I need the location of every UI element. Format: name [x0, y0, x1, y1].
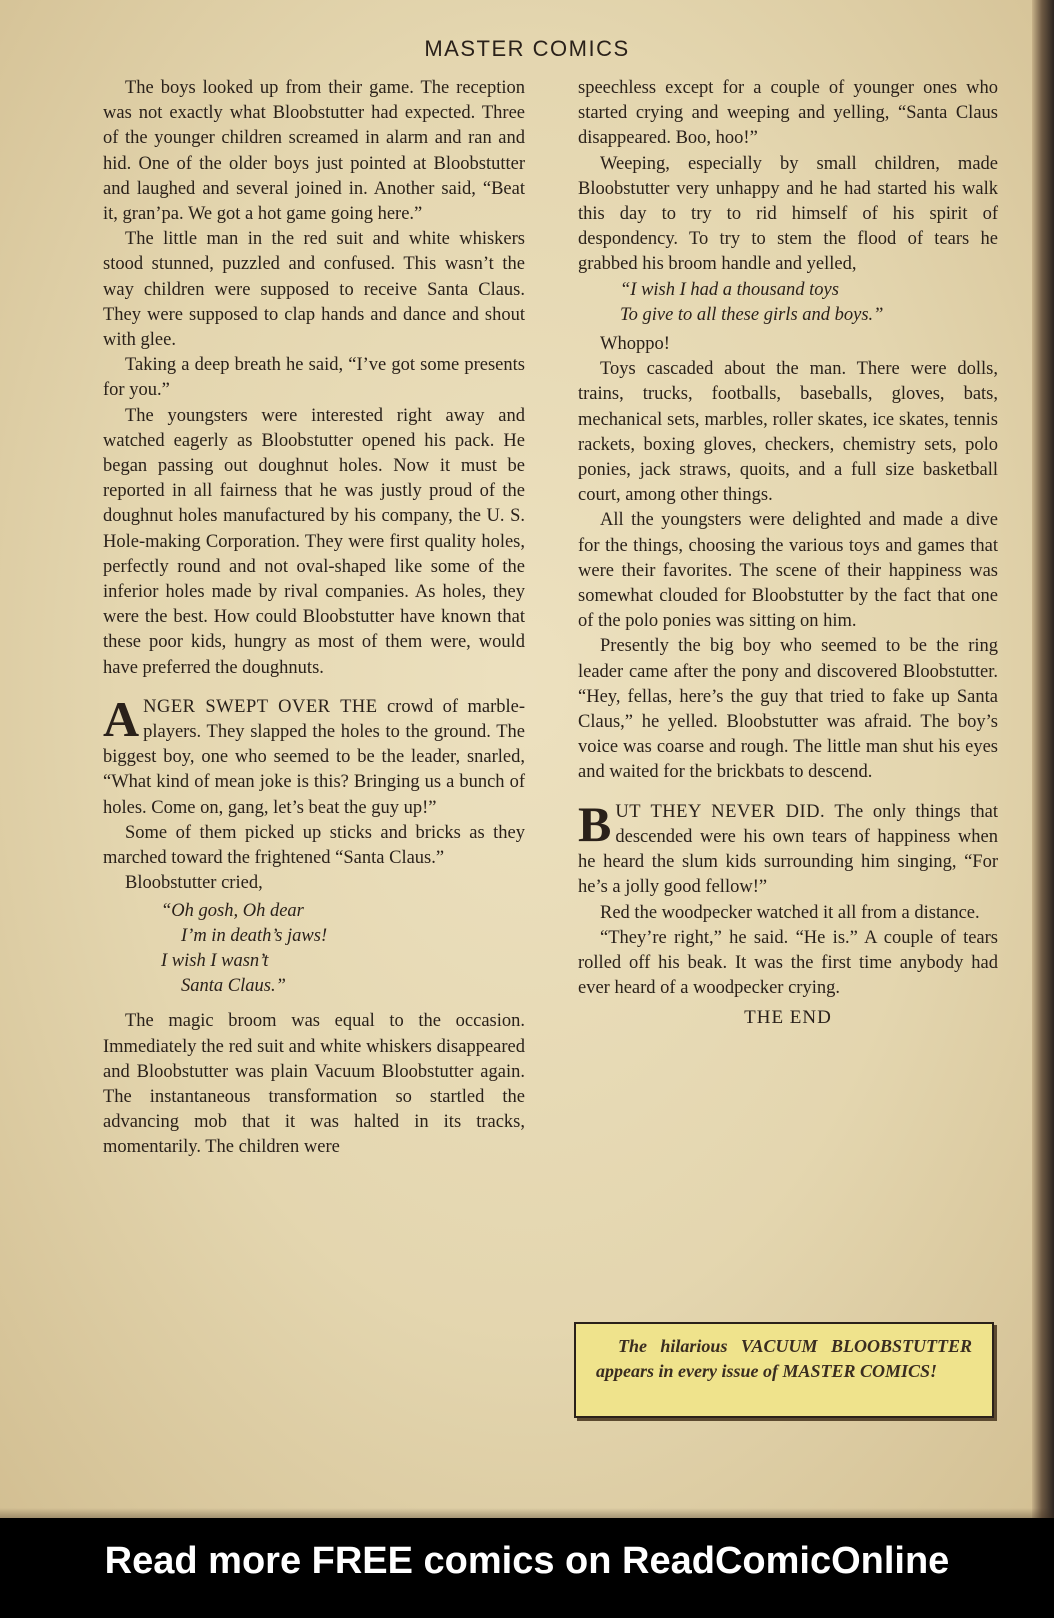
verse-line: Santa Claus.”	[181, 976, 286, 997]
footer-banner-text[interactable]: Read more FREE comics on ReadComicOnline	[104, 1540, 950, 1582]
story-paragraph: speechless except for a couple of younger ones who started crying and weeping and yelling, “Santa Claus disappeared. Boo, hoo!”	[578, 78, 998, 149]
story-paragraph: Taking a deep breath he said, “I’ve got some presents for you.”	[103, 355, 525, 401]
promo-box	[574, 1322, 994, 1418]
story-paragraph: The magic broom was equal to the occasion. Immediately the red suit and white whiskers disappeared and Bloobstutter was plain Vacuum Bloobstutter again. The instantaneous transformation so startled the advancing mob that it was halted in its tracks, momentarily. The children were	[103, 1011, 525, 1158]
left-column	[103, 76, 525, 1161]
verse-line: I’m in death’s jaws!	[181, 925, 328, 946]
story-paragraph: All the youngsters were delighted and made a dive for the things, choosing the various toys and games that were their favorites. The scene of their happiness was somewhat clouded for Bloobstutter by the fact that one of the polo ponies was sitting on him.	[578, 510, 998, 632]
verse-line: “Oh gosh, Oh dear	[161, 900, 304, 921]
page-binding-edge	[1032, 0, 1054, 1518]
story-paragraph: Bloobstutter cried,	[125, 873, 263, 894]
section-lead-text: The only things that descended were his own tears of happiness when he heard the slum kids surrounding him singing, “For he’s a jolly good fellow!”	[578, 801, 998, 898]
story-paragraph: The boys looked up from their game. The reception was not exactly what Bloobstutter had expected. Three of the younger children screamed in alarm and ran and hid. One of the older boys just pointed at Bloobstutter and laughed and several joined in. Another said, “Beat it, gran’pa. We got a hot game going here.”	[103, 78, 525, 225]
story-paragraph: The little man in the red suit and white whiskers stood stunned, puzzled and confused. This wasn’t the way children were supposed to receive Santa Claus. They were supposed to clap hands and dance and shout with glee.	[103, 229, 525, 351]
verse-line: I wish I wasn’t	[161, 950, 269, 971]
drop-cap: A	[103, 690, 140, 747]
promo-text: The hilarious VACUUM BLOOBSTUTTER appears in every issue of MASTER COMICS!	[596, 1336, 972, 1381]
right-column	[578, 76, 998, 1031]
verse-line: “I wish I had a thousand toys	[620, 279, 839, 300]
section-start-paragraph	[103, 690, 525, 821]
story-paragraph: “They’re right,” he said. “He is.” A couple of tears rolled off his beak. It was the first time anybody had ever heard of a woodpecker crying.	[578, 927, 998, 999]
story-paragraph: Presently the big boy who seemed to be the ring leader came after the pony and discovered Bloobstutter. “Hey, fellas, here’s the guy that tried to fake up Santa Claus,” he yelled. Bloobstutter was afraid. The boy’s voice was coarse and rough. The little man shut his eyes and waited for the brickbats to descend.	[578, 636, 998, 783]
drop-cap: B	[578, 795, 612, 852]
section-lead-caps: NGER SWEPT OVER THE	[143, 696, 378, 717]
section-start-paragraph	[578, 795, 998, 901]
story-paragraph: Weeping, especially by small children, made Bloobstutter very unhappy and he had started his walk this day to try to rid himself of his spirit of despondency. To try to stem the flood of tears he grabbed his broom handle and yelled,	[578, 153, 998, 275]
section-lead-caps: UT THEY NEVER DID.	[615, 801, 826, 822]
the-end-label: THE END	[744, 1007, 832, 1029]
story-paragraph: Red the woodpecker watched it all from a distance.	[600, 902, 980, 923]
page-header: MASTER COMICS	[424, 36, 630, 61]
story-paragraph: The youngsters were interested right away and watched eagerly as Bloobstutter opened his pack. He began passing out doughnut holes. Now it must be reported in all fairness that he was justly proud of the doughnut holes manufactured by his company, the U. S. Hole-making Corporation. They were first quality holes, perfectly round and not oval-shaped like some of the inferior holes made by rival companies. As holes, they were the best. How could Bloobstutter have known that these poor kids, hungry as most of them were, would have preferred the doughnuts.	[103, 405, 525, 678]
section-lead-text: crowd of marble-players. They slapped the holes to the ground. The biggest boy, one who seemed to be the leader, snarled, “What kind of mean joke is this? Bringing us a bunch of holes. Come on, gang, let’s beat the guy up!”	[103, 696, 525, 818]
verse-toys	[578, 278, 998, 328]
page-bottom-shadow	[0, 1508, 1054, 1518]
story-paragraph: Some of them picked up sticks and bricks as they marched toward the frightened “Santa Claus.”	[103, 822, 525, 869]
story-paragraph: Whoppo!	[600, 334, 670, 355]
story-paragraph: Toys cascaded about the man. There were dolls, trains, trucks, footballs, baseballs, gloves, bats, mechanical sets, marbles, roller skates, ice skates, tennis rackets, boxing gloves, checkers, chemistry sets, polo ponies, jack straws, quoits, and a full size basketball court, among other things.	[578, 359, 998, 506]
verse-santa	[103, 899, 525, 1000]
verse-line: To give to all these girls and boys.”	[620, 304, 884, 325]
